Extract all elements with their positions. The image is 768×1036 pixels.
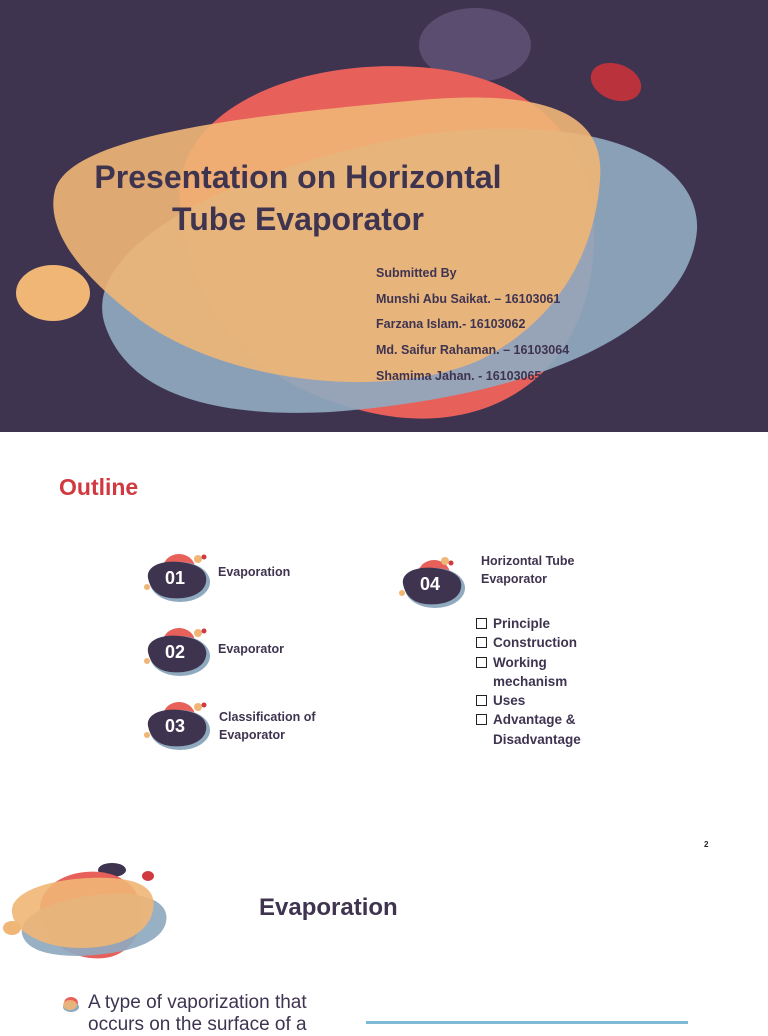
bullet-text [88,992,338,1036]
outline-badge-02 [140,622,210,684]
bullet-line: A type of vaporization that [88,992,307,1013]
sub-topic-item [476,691,581,710]
decorative-blobs [0,864,200,974]
sub-topic-continuation [476,672,581,691]
sub-topic-label: Advantage & [493,712,576,728]
member-name: Farzana Islam.- 16103062 [376,317,526,332]
label-line: Evaporator [219,728,285,742]
badge-number: 04 [419,574,441,594]
sub-topic-label: Working [493,654,547,670]
checkbox-icon [476,637,487,648]
member-name: Md. Saifur Rahaman. – 16103064 [376,343,570,358]
badge-number: 02 [164,642,186,662]
label-line: Evaporator [481,572,547,586]
sub-topic-label: Principle [493,616,551,631]
outline-slide [0,432,768,864]
outline-badge-03 [140,696,210,758]
sub-topic-list [476,614,581,749]
presentation-title [50,156,546,240]
badge-number: 03 [164,716,186,736]
slide-heading: Evaporation [259,894,398,921]
outline-item-label [481,552,575,588]
evaporation-slide [0,864,768,1035]
checkbox-icon [476,618,487,629]
sub-topic-label: Uses [493,693,526,709]
small-peach-blob [3,921,21,935]
sub-topic-item [476,633,581,652]
title-line-2: Tube Evaporator [172,201,424,237]
divider-line [366,1021,688,1024]
sub-topic-item [476,614,581,633]
label-line: Horizontal Tube [481,554,575,568]
label-line: Classification of [219,710,316,724]
member-name: Shamima Jahan. - 16103065 [376,368,542,383]
member-name: Munshi Abu Saikat. – 16103061 [376,291,561,306]
outline-badge-01 [140,548,210,610]
checkbox-icon [476,657,487,668]
sub-topic-continuation [476,730,581,749]
title-slide [0,0,768,432]
small-red-blob [585,56,646,108]
checkbox-icon [476,695,487,706]
sub-topic-label: mechanism [493,673,568,689]
title-line-1: Presentation on Horizontal [94,159,502,195]
sub-topic-label: Construction [493,635,577,651]
submitted-by-block [376,264,569,392]
bullet-line: occurs on the surface of a [88,1014,307,1035]
sub-topic-item [476,653,581,672]
page-number: 2 [704,840,709,849]
sub-topic-item [476,710,581,729]
outline-badge-04 [395,554,465,616]
small-red-blob [142,871,154,881]
small-peach-blob [16,265,90,321]
outline-item-label: Evaporation [218,565,291,579]
sub-topic-label: Disadvantage [493,731,581,747]
outline-item-label [219,708,316,744]
submitted-by-label: Submitted By [376,266,457,280]
bullet-blob-icon [61,996,81,1014]
outline-item-label: Evaporator [218,642,284,656]
outline-heading: Outline [59,474,139,500]
badge-number: 01 [164,568,186,588]
checkbox-icon [476,714,487,725]
